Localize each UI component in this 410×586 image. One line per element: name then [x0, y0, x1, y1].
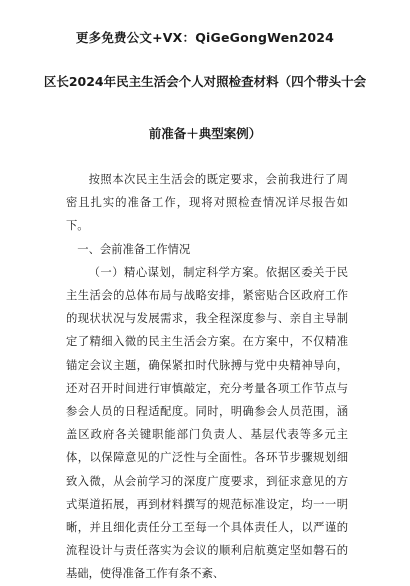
document-title-line-1: 区长2024年民主生活会个人对照检查材料（四个带头十会 [43, 74, 367, 89]
section-heading: 一、会前准备工作情况 [77, 242, 191, 256]
document-title-line-2: 前准备＋典型案例） [148, 126, 262, 141]
promo-banner: 更多免费公文+VX：QiGeGongWen2024 [75, 30, 335, 45]
document-body [66, 168, 348, 586]
body-paragraph: （一）精心谋划，制定科学方案。依据区委关于民主生活会的总体布局与战略安排，紧密贴合区政府工作的现状状况与发展需求，我全程深度参与、亲自主导制定了精细入微的民主生活会方案。在方案中，不仅精准锚定会议主题，确保紧扣时代脉搏与党中央精神导向，还对召开时间进行审慎敲定，充分考量各项工作节点与参会人员的日程适配度。同时，明确参会人员范围，涵盖区政府各关键职能部门负责人、基层代表等多元主体，以保障意见的广泛性与全面性。各环节步骤规划细致入微，从会前学习的深度广度要求，到征求意见的方式渠道拓展，再到材料撰写的规范标准设定，均一一明晰，并且细化责任分工至每一个具体责任人，以严谨的流程设计与责任落实为会议的顺利启航奠定坚如磐石的基础，使得准备工作有条不紊、 [66, 265, 348, 581]
intro-paragraph: 按照本次民主生活会的既定要求，会前我进行了周密且扎实的准备工作，现将对照检查情况详尽报告如下。 [66, 173, 348, 233]
